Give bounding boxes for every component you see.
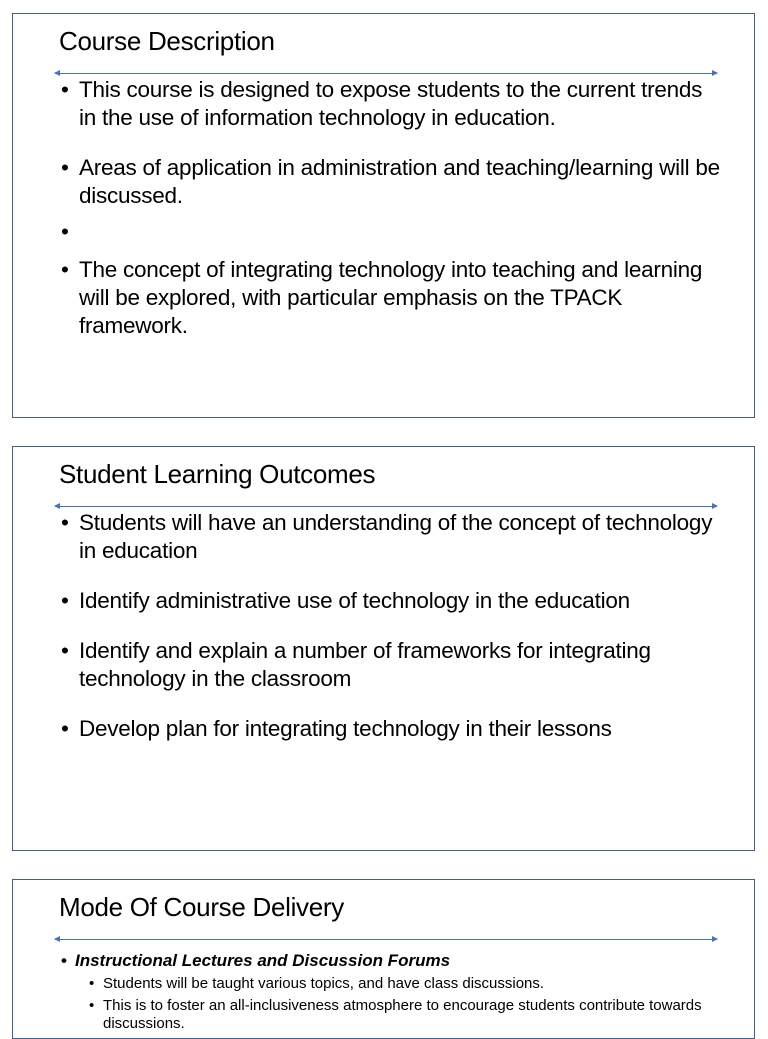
bullet-heading: [61, 950, 721, 972]
bullet-dot: •: [61, 257, 69, 282]
slide-mode-of-course-delivery: [12, 879, 755, 1039]
bullet-item: [61, 587, 721, 615]
bullet-text: Areas of application in administration and teaching/learning will be discussed.: [79, 155, 720, 208]
bullet-dot: •: [61, 219, 69, 244]
bullet-text: Identify and explain a number of frameworks for integrating technology in the classroom: [79, 638, 651, 691]
bullet-dot: •: [61, 716, 69, 741]
bullet-list: [61, 76, 721, 340]
bullet-item: [61, 715, 721, 743]
bullet-text: This course is designed to expose students to the current trends in the use of information technology in education.: [79, 77, 703, 130]
bullet-text: Students will have an understanding of the concept of technology in education: [79, 510, 713, 563]
bullet-item: [61, 76, 721, 132]
bullet-heading-text: Instructional Lectures and Discussion Forums: [75, 951, 451, 970]
slide-title: Student Learning Outcomes: [59, 459, 376, 489]
title-divider: [55, 506, 717, 507]
sub-bullet-text: This is to foster an all-inclusiveness atmosphere to encourage students contribute towards discussions.: [103, 997, 702, 1032]
bullet-text: Develop plan for integrating technology in their lessons: [79, 716, 612, 741]
sub-bullet-item: [61, 997, 721, 1033]
sub-bullet-item: [61, 975, 721, 993]
slide-student-learning-outcomes: [12, 446, 755, 851]
bullet-item-empty: [61, 218, 721, 246]
bullet-dot: •: [61, 951, 67, 970]
bullet-dot: •: [89, 975, 95, 992]
sub-bullet-text: Students will be taught various topics, and have class discussions.: [103, 975, 545, 992]
bullet-dot: •: [61, 588, 69, 613]
bullet-item: [61, 509, 721, 565]
bullet-list: [61, 950, 721, 1033]
bullet-item: [61, 154, 721, 210]
bullet-list: [61, 509, 721, 743]
slide-title: Course Description: [59, 26, 275, 56]
bullet-text: Identify administrative use of technology in the education: [79, 588, 630, 613]
bullet-dot: •: [61, 510, 69, 535]
bullet-dot: •: [89, 997, 95, 1014]
slide-title: Mode Of Course Delivery: [59, 892, 344, 922]
bullet-dot: •: [61, 77, 69, 102]
bullet-item: [61, 256, 721, 340]
bullet-dot: •: [61, 155, 69, 180]
title-divider: [55, 73, 717, 74]
bullet-text: The concept of integrating technology into teaching and learning will be explored, with particular emphasis on the TPACK framework.: [79, 257, 703, 338]
slide-course-description: [12, 13, 755, 418]
title-divider: [55, 939, 717, 940]
bullet-dot: •: [61, 638, 69, 663]
bullet-item: [61, 637, 721, 693]
